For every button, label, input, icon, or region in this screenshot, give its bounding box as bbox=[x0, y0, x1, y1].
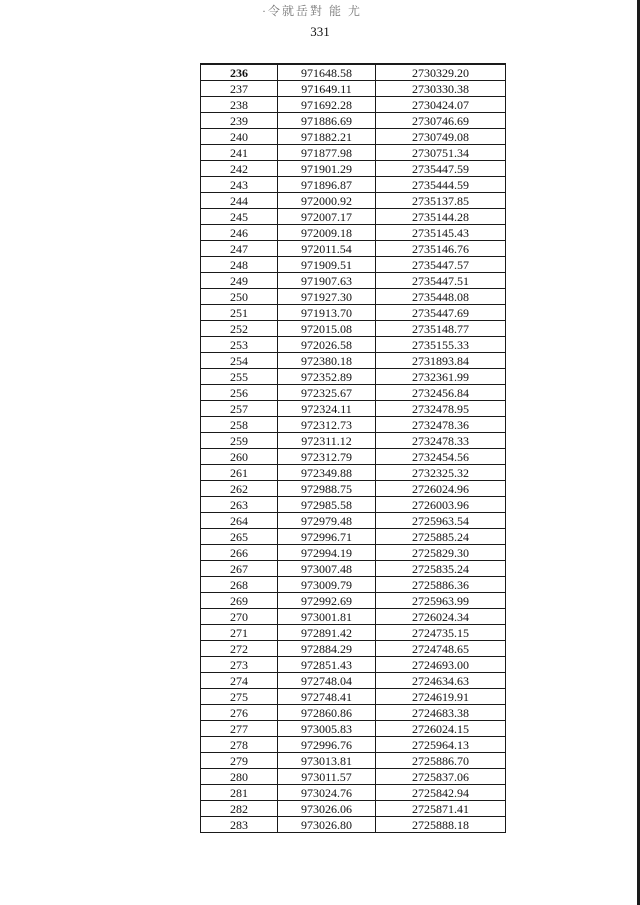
table-row bbox=[201, 737, 506, 753]
y-coordinate-cell: 2726003.96 bbox=[376, 497, 506, 513]
point-number-cell: 248 bbox=[201, 257, 278, 273]
table-row bbox=[201, 289, 506, 305]
y-coordinate-cell: 2725963.99 bbox=[376, 593, 506, 609]
x-coordinate-cell: 972884.29 bbox=[278, 641, 376, 657]
coordinates-table-body bbox=[201, 64, 506, 833]
table-row bbox=[201, 177, 506, 193]
x-coordinate-cell: 973009.79 bbox=[278, 577, 376, 593]
point-number-cell: 253 bbox=[201, 337, 278, 353]
table-row bbox=[201, 721, 506, 737]
x-coordinate-cell: 971896.87 bbox=[278, 177, 376, 193]
table-row bbox=[201, 577, 506, 593]
y-coordinate-cell: 2726024.15 bbox=[376, 721, 506, 737]
x-coordinate-cell: 972992.69 bbox=[278, 593, 376, 609]
point-number-cell: 244 bbox=[201, 193, 278, 209]
table-row bbox=[201, 385, 506, 401]
table-row bbox=[201, 689, 506, 705]
table-row bbox=[201, 785, 506, 801]
y-coordinate-cell: 2730749.08 bbox=[376, 129, 506, 145]
x-coordinate-cell: 971882.21 bbox=[278, 129, 376, 145]
x-coordinate-cell: 972352.89 bbox=[278, 369, 376, 385]
x-coordinate-cell: 972026.58 bbox=[278, 337, 376, 353]
table-row bbox=[201, 353, 506, 369]
y-coordinate-cell: 2735448.08 bbox=[376, 289, 506, 305]
x-coordinate-cell: 972312.73 bbox=[278, 417, 376, 433]
x-coordinate-cell: 972015.08 bbox=[278, 321, 376, 337]
y-coordinate-cell: 2724634.63 bbox=[376, 673, 506, 689]
y-coordinate-cell: 2735144.28 bbox=[376, 209, 506, 225]
table-row bbox=[201, 337, 506, 353]
y-coordinate-cell: 2730751.34 bbox=[376, 145, 506, 161]
x-coordinate-cell: 971877.98 bbox=[278, 145, 376, 161]
y-coordinate-cell: 2735146.76 bbox=[376, 241, 506, 257]
x-coordinate-cell: 971909.51 bbox=[278, 257, 376, 273]
x-coordinate-cell: 971901.29 bbox=[278, 161, 376, 177]
table-row bbox=[201, 593, 506, 609]
table-row bbox=[201, 705, 506, 721]
y-coordinate-cell: 2724748.65 bbox=[376, 641, 506, 657]
point-number-cell: 249 bbox=[201, 273, 278, 289]
point-number-cell: 255 bbox=[201, 369, 278, 385]
point-number-cell: 254 bbox=[201, 353, 278, 369]
table-row bbox=[201, 209, 506, 225]
y-coordinate-cell: 2724735.15 bbox=[376, 625, 506, 641]
x-coordinate-cell: 972748.41 bbox=[278, 689, 376, 705]
point-number-cell: 259 bbox=[201, 433, 278, 449]
point-number-cell: 243 bbox=[201, 177, 278, 193]
table-row bbox=[201, 817, 506, 833]
y-coordinate-cell: 2735145.43 bbox=[376, 225, 506, 241]
y-coordinate-cell: 2726024.34 bbox=[376, 609, 506, 625]
point-number-cell: 281 bbox=[201, 785, 278, 801]
page-number: 331 bbox=[310, 24, 330, 39]
table-row bbox=[201, 97, 506, 113]
table-row bbox=[201, 433, 506, 449]
point-number-cell: 282 bbox=[201, 801, 278, 817]
point-number-cell: 271 bbox=[201, 625, 278, 641]
point-number-cell: 252 bbox=[201, 321, 278, 337]
point-number-cell: 283 bbox=[201, 817, 278, 833]
point-number-cell: 270 bbox=[201, 609, 278, 625]
y-coordinate-cell: 2735447.59 bbox=[376, 161, 506, 177]
y-coordinate-cell: 2724693.00 bbox=[376, 657, 506, 673]
point-number-cell: 260 bbox=[201, 449, 278, 465]
x-coordinate-cell: 973026.06 bbox=[278, 801, 376, 817]
x-coordinate-cell: 971907.63 bbox=[278, 273, 376, 289]
x-coordinate-cell: 972851.43 bbox=[278, 657, 376, 673]
table-row bbox=[201, 129, 506, 145]
y-coordinate-cell: 2732478.95 bbox=[376, 401, 506, 417]
y-coordinate-cell: 2735447.69 bbox=[376, 305, 506, 321]
table-row bbox=[201, 145, 506, 161]
x-coordinate-cell: 971649.11 bbox=[278, 81, 376, 97]
point-number-cell: 263 bbox=[201, 497, 278, 513]
coordinates-table bbox=[200, 63, 506, 833]
point-number-cell: 237 bbox=[201, 81, 278, 97]
y-coordinate-cell: 2725886.70 bbox=[376, 753, 506, 769]
y-coordinate-cell: 2725888.18 bbox=[376, 817, 506, 833]
point-number-cell: 266 bbox=[201, 545, 278, 561]
table-row bbox=[201, 513, 506, 529]
point-number-cell: 262 bbox=[201, 481, 278, 497]
y-coordinate-cell: 2735444.59 bbox=[376, 177, 506, 193]
x-coordinate-cell: 972325.67 bbox=[278, 385, 376, 401]
point-number-cell: 245 bbox=[201, 209, 278, 225]
table-row bbox=[201, 401, 506, 417]
y-coordinate-cell: 2731893.84 bbox=[376, 353, 506, 369]
y-coordinate-cell: 2724619.91 bbox=[376, 689, 506, 705]
x-coordinate-cell: 972011.54 bbox=[278, 241, 376, 257]
table-row bbox=[201, 673, 506, 689]
point-number-cell: 247 bbox=[201, 241, 278, 257]
x-coordinate-cell: 972860.86 bbox=[278, 705, 376, 721]
table-row bbox=[201, 241, 506, 257]
table-row bbox=[201, 449, 506, 465]
x-coordinate-cell: 973007.48 bbox=[278, 561, 376, 577]
point-number-cell: 250 bbox=[201, 289, 278, 305]
point-number-cell: 251 bbox=[201, 305, 278, 321]
table-row bbox=[201, 609, 506, 625]
y-coordinate-cell: 2726024.96 bbox=[376, 481, 506, 497]
point-number-cell: 274 bbox=[201, 673, 278, 689]
table-row bbox=[201, 81, 506, 97]
x-coordinate-cell: 972000.92 bbox=[278, 193, 376, 209]
x-coordinate-cell: 972996.71 bbox=[278, 529, 376, 545]
x-coordinate-cell: 972311.12 bbox=[278, 433, 376, 449]
header-stamp-marks: ·令就岳對 能 尤 bbox=[262, 4, 362, 18]
y-coordinate-cell: 2725871.41 bbox=[376, 801, 506, 817]
x-coordinate-cell: 972891.42 bbox=[278, 625, 376, 641]
table-row bbox=[201, 481, 506, 497]
x-coordinate-cell: 972985.58 bbox=[278, 497, 376, 513]
x-coordinate-cell: 972009.18 bbox=[278, 225, 376, 241]
x-coordinate-cell: 973024.76 bbox=[278, 785, 376, 801]
table-row bbox=[201, 769, 506, 785]
x-coordinate-cell: 972324.11 bbox=[278, 401, 376, 417]
y-coordinate-cell: 2732456.84 bbox=[376, 385, 506, 401]
point-number-cell: 239 bbox=[201, 113, 278, 129]
point-number-cell: 257 bbox=[201, 401, 278, 417]
table-row bbox=[201, 417, 506, 433]
y-coordinate-cell: 2730330.38 bbox=[376, 81, 506, 97]
x-coordinate-cell: 972988.75 bbox=[278, 481, 376, 497]
y-coordinate-cell: 2732478.36 bbox=[376, 417, 506, 433]
x-coordinate-cell: 971692.28 bbox=[278, 97, 376, 113]
table-row bbox=[201, 193, 506, 209]
point-number-cell: 240 bbox=[201, 129, 278, 145]
point-number-cell: 280 bbox=[201, 769, 278, 785]
table-row bbox=[201, 641, 506, 657]
y-coordinate-cell: 2735447.51 bbox=[376, 273, 506, 289]
table-row bbox=[201, 625, 506, 641]
x-coordinate-cell: 972994.19 bbox=[278, 545, 376, 561]
y-coordinate-cell: 2725837.06 bbox=[376, 769, 506, 785]
point-number-cell: 261 bbox=[201, 465, 278, 481]
table-row bbox=[201, 257, 506, 273]
x-coordinate-cell: 973026.80 bbox=[278, 817, 376, 833]
x-coordinate-cell: 971886.69 bbox=[278, 113, 376, 129]
point-number-cell: 273 bbox=[201, 657, 278, 673]
point-number-cell: 265 bbox=[201, 529, 278, 545]
point-number-cell: 268 bbox=[201, 577, 278, 593]
x-coordinate-cell: 971913.70 bbox=[278, 305, 376, 321]
point-number-cell: 242 bbox=[201, 161, 278, 177]
table-row bbox=[201, 273, 506, 289]
table-row bbox=[201, 64, 506, 81]
table-row bbox=[201, 161, 506, 177]
y-coordinate-cell: 2732325.32 bbox=[376, 465, 506, 481]
point-number-cell: 236 bbox=[201, 64, 278, 81]
table-row bbox=[201, 801, 506, 817]
x-coordinate-cell: 972380.18 bbox=[278, 353, 376, 369]
table-row bbox=[201, 529, 506, 545]
x-coordinate-cell: 972349.88 bbox=[278, 465, 376, 481]
table-row bbox=[201, 465, 506, 481]
point-number-cell: 241 bbox=[201, 145, 278, 161]
y-coordinate-cell: 2725964.13 bbox=[376, 737, 506, 753]
point-number-cell: 278 bbox=[201, 737, 278, 753]
x-coordinate-cell: 973001.81 bbox=[278, 609, 376, 625]
point-number-cell: 275 bbox=[201, 689, 278, 705]
y-coordinate-cell: 2735137.85 bbox=[376, 193, 506, 209]
y-coordinate-cell: 2725885.24 bbox=[376, 529, 506, 545]
table-row bbox=[201, 561, 506, 577]
y-coordinate-cell: 2725829.30 bbox=[376, 545, 506, 561]
point-number-cell: 267 bbox=[201, 561, 278, 577]
x-coordinate-cell: 972979.48 bbox=[278, 513, 376, 529]
x-coordinate-cell: 973005.83 bbox=[278, 721, 376, 737]
y-coordinate-cell: 2735155.33 bbox=[376, 337, 506, 353]
point-number-cell: 258 bbox=[201, 417, 278, 433]
y-coordinate-cell: 2724683.38 bbox=[376, 705, 506, 721]
x-coordinate-cell: 972312.79 bbox=[278, 449, 376, 465]
y-coordinate-cell: 2730329.20 bbox=[376, 64, 506, 81]
y-coordinate-cell: 2725963.54 bbox=[376, 513, 506, 529]
y-coordinate-cell: 2725842.94 bbox=[376, 785, 506, 801]
table-row bbox=[201, 497, 506, 513]
y-coordinate-cell: 2735447.57 bbox=[376, 257, 506, 273]
y-coordinate-cell: 2735148.77 bbox=[376, 321, 506, 337]
x-coordinate-cell: 971648.58 bbox=[278, 64, 376, 81]
y-coordinate-cell: 2725886.36 bbox=[376, 577, 506, 593]
x-coordinate-cell: 971927.30 bbox=[278, 289, 376, 305]
table-row bbox=[201, 753, 506, 769]
table-row bbox=[201, 225, 506, 241]
point-number-cell: 272 bbox=[201, 641, 278, 657]
point-number-cell: 269 bbox=[201, 593, 278, 609]
point-number-cell: 277 bbox=[201, 721, 278, 737]
point-number-cell: 264 bbox=[201, 513, 278, 529]
table-row bbox=[201, 305, 506, 321]
y-coordinate-cell: 2725835.24 bbox=[376, 561, 506, 577]
y-coordinate-cell: 2732361.99 bbox=[376, 369, 506, 385]
table-row bbox=[201, 113, 506, 129]
x-coordinate-cell: 972007.17 bbox=[278, 209, 376, 225]
point-number-cell: 279 bbox=[201, 753, 278, 769]
table-row bbox=[201, 321, 506, 337]
x-coordinate-cell: 972748.04 bbox=[278, 673, 376, 689]
x-coordinate-cell: 972996.76 bbox=[278, 737, 376, 753]
point-number-cell: 256 bbox=[201, 385, 278, 401]
x-coordinate-cell: 973013.81 bbox=[278, 753, 376, 769]
y-coordinate-cell: 2732454.56 bbox=[376, 449, 506, 465]
y-coordinate-cell: 2730746.69 bbox=[376, 113, 506, 129]
table-row bbox=[201, 657, 506, 673]
y-coordinate-cell: 2732478.33 bbox=[376, 433, 506, 449]
point-number-cell: 246 bbox=[201, 225, 278, 241]
x-coordinate-cell: 973011.57 bbox=[278, 769, 376, 785]
table-row bbox=[201, 545, 506, 561]
point-number-cell: 276 bbox=[201, 705, 278, 721]
table-row bbox=[201, 369, 506, 385]
y-coordinate-cell: 2730424.07 bbox=[376, 97, 506, 113]
point-number-cell: 238 bbox=[201, 97, 278, 113]
